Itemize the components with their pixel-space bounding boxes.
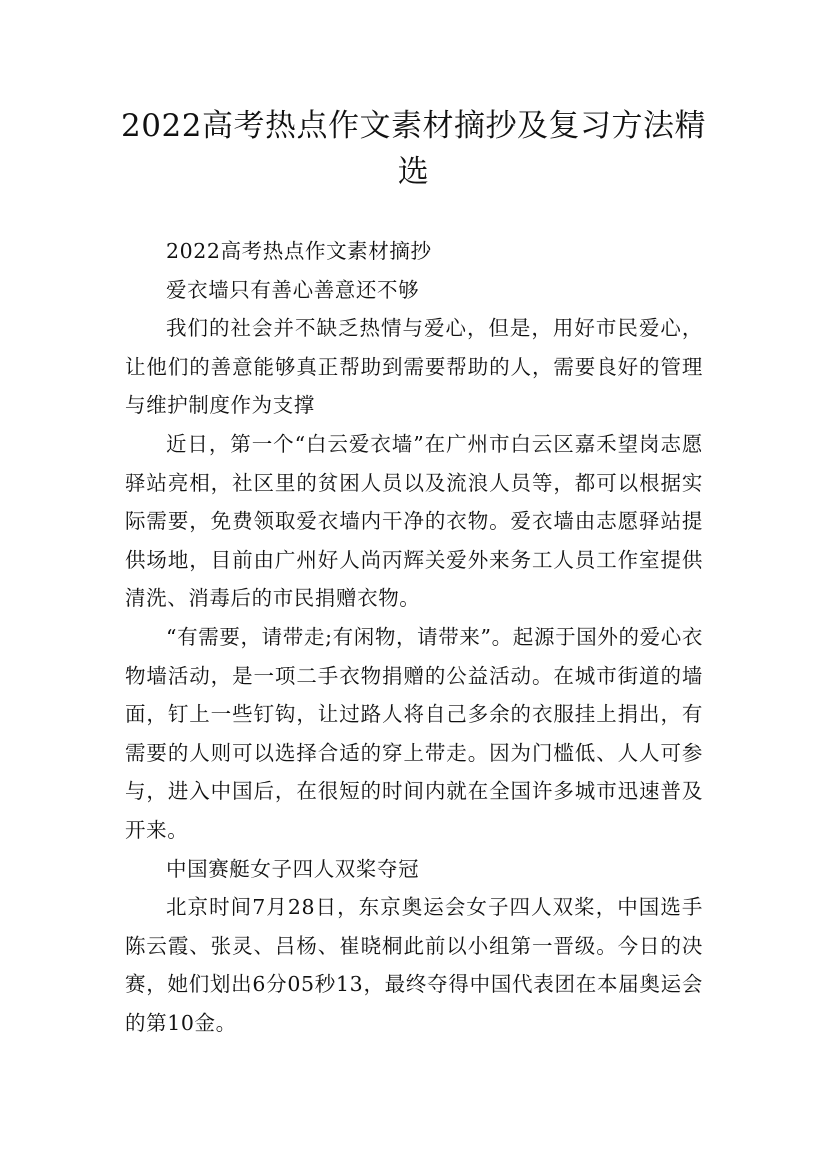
subsection-heading: 爱衣墙只有善心善意还不够 — [166, 277, 420, 302]
document-body — [125, 232, 703, 1042]
body-paragraph: 我们的社会并不缺乏热情与爱心，但是，用好市民爱心，让他们的善意能够真正帮助到需要帮助的人，需要良好的管理与维护制度作为支撑 — [125, 316, 703, 418]
subsection-heading: 中国赛艇女子四人双桨夺冠 — [166, 856, 420, 881]
document-title: 2022高考热点作文素材摘抄及复习方法精选 — [121, 108, 706, 190]
body-paragraph: 近日，第一个“白云爱衣墙”在广州市白云区嘉禾望岗志愿驿站亮相，社区里的贫困人员以及流浪人员等，都可以根据实际需要，免费领取爱衣墙内干净的衣物。爱衣墙由志愿驿站提供场地，目前由广州好人尚丙辉关爱外来务工人员工作室提供清洗、消毒后的市民捐赠衣物。 — [125, 431, 703, 611]
body-paragraph: “有需要，请带走;有闲物，请带来”。起源于国外的爱心衣物墙活动，是一项二手衣物捐赠的公益活动。在城市街道的墙面，钉上一些钉钩，让过路人将自己多余的衣服挂上捐出，有需要的人则可以选择合适的穿上带走。因为门槛低、人人可参与，进入中国后，在很短的时间内就在全国许多城市迅速普及开来。 — [125, 624, 703, 842]
body-paragraph: 北京时间7月28日，东京奥运会女子四人双桨，中国选手陈云霞、张灵、吕杨、崔晓桐此前以小组第一晋级。今日的决赛，她们划出6分05秒13，最终夺得中国代表团在本届奥运会的第10金。 — [125, 895, 703, 1035]
section-heading: 2022高考热点作文素材摘抄 — [166, 239, 432, 263]
